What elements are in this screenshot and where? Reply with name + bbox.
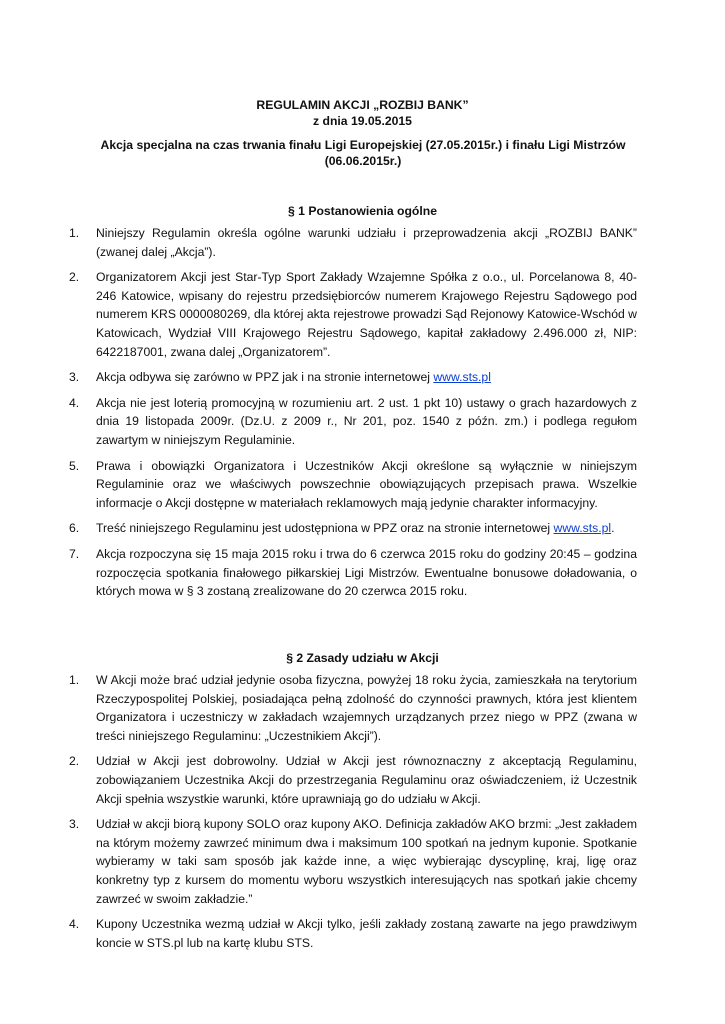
list-item-number: 3. — [69, 370, 80, 385]
document-subtitle: Akcja specjalna na czas trwania finału Ligi Europejskiej (27.05.2015r.) i finału Ligi Mistrzów (06.06.2015r.) — [100, 138, 626, 168]
list-item — [69, 752, 637, 808]
list-item-text: Akcja nie jest loterią promocyjną w rozumieniu art. 2 ust. 1 pkt 10) ustawy o grach hazardowych z dnia 19 listopada 2009r. (Dz.U. z 2009 r., Nr 201, poz. 1540 z późn. zm.) i podlega regułom zawartym w niniejszym Regulaminie. — [96, 395, 637, 447]
list-item-text: Udział w akcji biorą kupony SOLO oraz kupony AKO. Definicja zakładów AKO brzmi: „Jest zakładem na którym możemy zawrzeć minimum dwa i maksimum 100 spotkań na jednym kuponie. Spotkanie wybieramy w taki sam sposób jak każde inne, a więc wybierając dyscyplinę, kraj, ligę oraz konkretny typ z kursem do momentu wyboru wszystkich interesujących nas spotkań jakie chcemy zawrzeć w swoim zakładzie.” — [96, 817, 637, 906]
list-item — [69, 915, 637, 952]
list-item — [69, 671, 637, 745]
section-2-list — [69, 671, 637, 959]
list-item — [69, 394, 637, 450]
list-item-number: 2. — [69, 270, 80, 285]
list-item-number: 4. — [69, 395, 80, 410]
list-item-text-end: . — [611, 521, 615, 536]
sts-website-link[interactable]: www.sts.pl — [433, 370, 491, 385]
list-item — [69, 457, 637, 513]
document-title: REGULAMIN AKCJI „ROZBIJ BANK” — [256, 98, 469, 112]
list-item — [69, 815, 637, 908]
list-item — [69, 268, 637, 361]
list-item — [69, 368, 637, 387]
list-item-number: 7. — [69, 546, 80, 561]
list-item-number: 4. — [69, 917, 80, 932]
list-item-text: Niniejszy Regulamin określa ogólne warunki udziału i przeprowadzenia akcji „ROZBIJ BANK” (zwanej dalej „Akcja”). — [96, 226, 637, 259]
list-item — [69, 519, 637, 538]
section-2-heading: § 2 Zasady udziału w Akcji — [286, 651, 439, 665]
list-item — [69, 545, 637, 601]
list-item-text: W Akcji może brać udział jedynie osoba fizyczna, powyżej 18 roku życia, zamieszkała na terytorium Rzeczypospolitej Polskiej, posiadająca pełną zdolność do czynności prawnych, która jest klientem Organizatora i uczestniczy w zakładach wzajemnych urządzanych przez niego w PPZ (zwana w treści niniejszego Regulaminu: „Uczestnikiem Akcji”). — [96, 673, 637, 743]
list-item-text: Prawa i obowiązki Organizatora i Uczestników Akcji określone są wyłącznie w niniejszym Regulaminie oraz we właściwych powszechnie obowiązujących przepisach prawa. Wszelkie informacje o Akcji dostępne w materiałach reklamowych mają jedynie charakter informacyjny. — [96, 458, 637, 510]
list-item-text: Kupony Uczestnika wezmą udział w Akcji tylko, jeśli zakłady zostaną zawarte na jego prawdziwym koncie w STS.pl lub na kartę klubu STS. — [96, 917, 637, 950]
list-item-text: Treść niniejszego Regulaminu jest udostępniona w PPZ oraz na stronie internetowej — [96, 521, 554, 536]
list-item-number: 6. — [69, 521, 80, 536]
list-item-number: 3. — [69, 817, 80, 832]
list-item-number: 2. — [69, 754, 80, 769]
list-item — [69, 224, 637, 261]
list-item-number: 5. — [69, 458, 80, 473]
list-item-number: 1. — [69, 673, 80, 687]
list-item-number: 1. — [69, 226, 80, 240]
sts-website-link[interactable]: www.sts.pl — [553, 521, 612, 536]
list-item-text: Udział w Akcji jest dobrowolny. Udział w Akcji jest równoznaczny z akceptacją Regulaminu, zobowiązaniem Uczestnika Akcji do przestrzegania Regulaminu oraz oświadczeniem, iż Uczestnik Akcji spełnia wszystkie warunki, które uprawniają go do udziału w Akcji. — [96, 754, 637, 806]
section-1-heading: § 1 Postanowienia ogólne — [288, 204, 437, 218]
list-item-text: Akcja rozpoczyna się 15 maja 2015 roku i trwa do 6 czerwca 2015 roku do godziny 20:45 – godzina rozpoczęcia spotkania finałowego piłkarskiej Ligi Mistrzów. Ewentualne bonusowe doładowania, o których mowa w § 3 zostaną zrealizowane do 20 czerwca 2015 roku. — [96, 546, 637, 599]
section-1-list — [69, 224, 637, 608]
list-item-text: Organizatorem Akcji jest Star-Typ Sport Zakłady Wzajemne Spółka z o.o., ul. Porcelanowa 8, 40-246 Katowice, wpisany do rejestru przedsiębiorców numerem Krajowego Rejestru Sądowego pod numerem KRS 0000080269, dla której akta rejestrowe prowadzi Sąd Rejonowy Katowice-Wschód w Katowicach, Wydział VIII Krajowego Rejestru Sądowego, kapitał zakładowy 2.496.000 zł, NIP: 6422187001, zwana dalej „Organizatorem”. — [96, 270, 637, 359]
document-date: z dnia 19.05.2015 — [313, 114, 412, 128]
list-item-text: Akcja odbywa się zarówno w PPZ jak i na stronie internetowej — [96, 370, 434, 385]
